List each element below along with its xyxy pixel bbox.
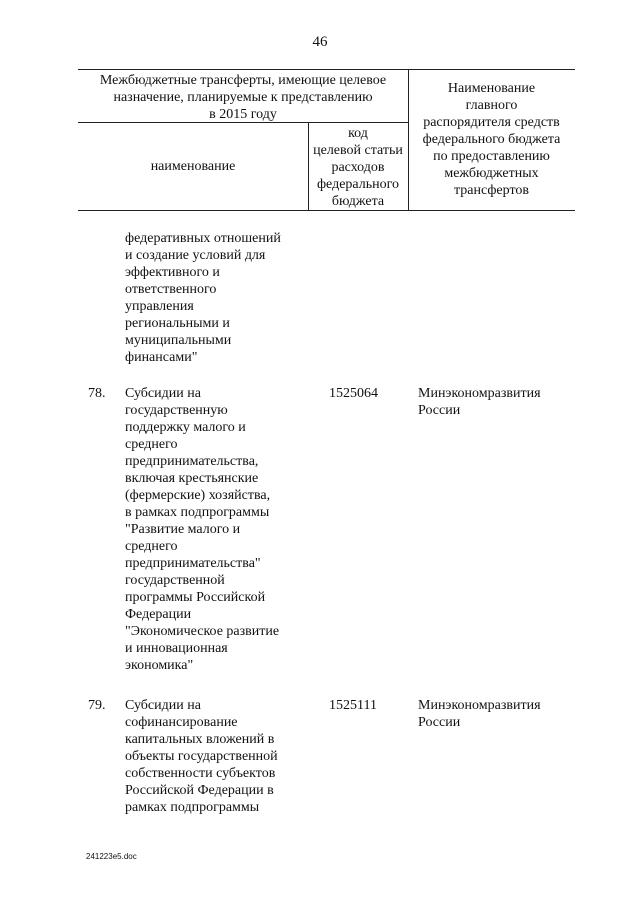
row-admin: Минэкономразвития России bbox=[418, 698, 541, 730]
header-group-title: Межбюджетные трансферты, имеющие целевое назначение, планируемые к представлению в 2015 году bbox=[99, 73, 387, 122]
row-description: Субсидии на государственную поддержку малого и среднего предпринимательства, включая крестьянские (фермерские) хозяйства, в рамках подпрограммы "Развитие малого и среднего предпринимательства" государственной программы Российской Федерации "Экономическое развитие и инновационная экономика" bbox=[125, 386, 280, 673]
header-top-rule bbox=[78, 69, 575, 70]
row-number: 78. bbox=[88, 386, 106, 401]
header-bottom-rule bbox=[78, 210, 575, 211]
footer-filename: 241223e5.doc bbox=[86, 852, 137, 861]
continuation-text: федеративных отношений и создание условий для эффективного и ответственного управления региональными и муниципальными финансами" bbox=[125, 231, 281, 365]
row-description: Субсидии на софинансирование капитальных вложений в объекты государственной собственности субъектов Российской Федерации в рамках подпрограммы bbox=[125, 698, 278, 815]
row-code: 1525111 bbox=[329, 698, 377, 713]
row-code: 1525064 bbox=[329, 386, 378, 401]
header-col-code: код целевой статьи расходов федерального бюджета bbox=[313, 126, 403, 209]
header-col-admin: Наименование главного распорядителя средств федерального бюджета по предоставлению межбюджетных трансфертов bbox=[422, 81, 561, 198]
header-col-name: наименование bbox=[150, 159, 236, 174]
row-number: 79. bbox=[88, 698, 106, 713]
row-admin: Минэкономразвития России bbox=[418, 386, 541, 418]
page-number: 46 bbox=[312, 34, 328, 50]
